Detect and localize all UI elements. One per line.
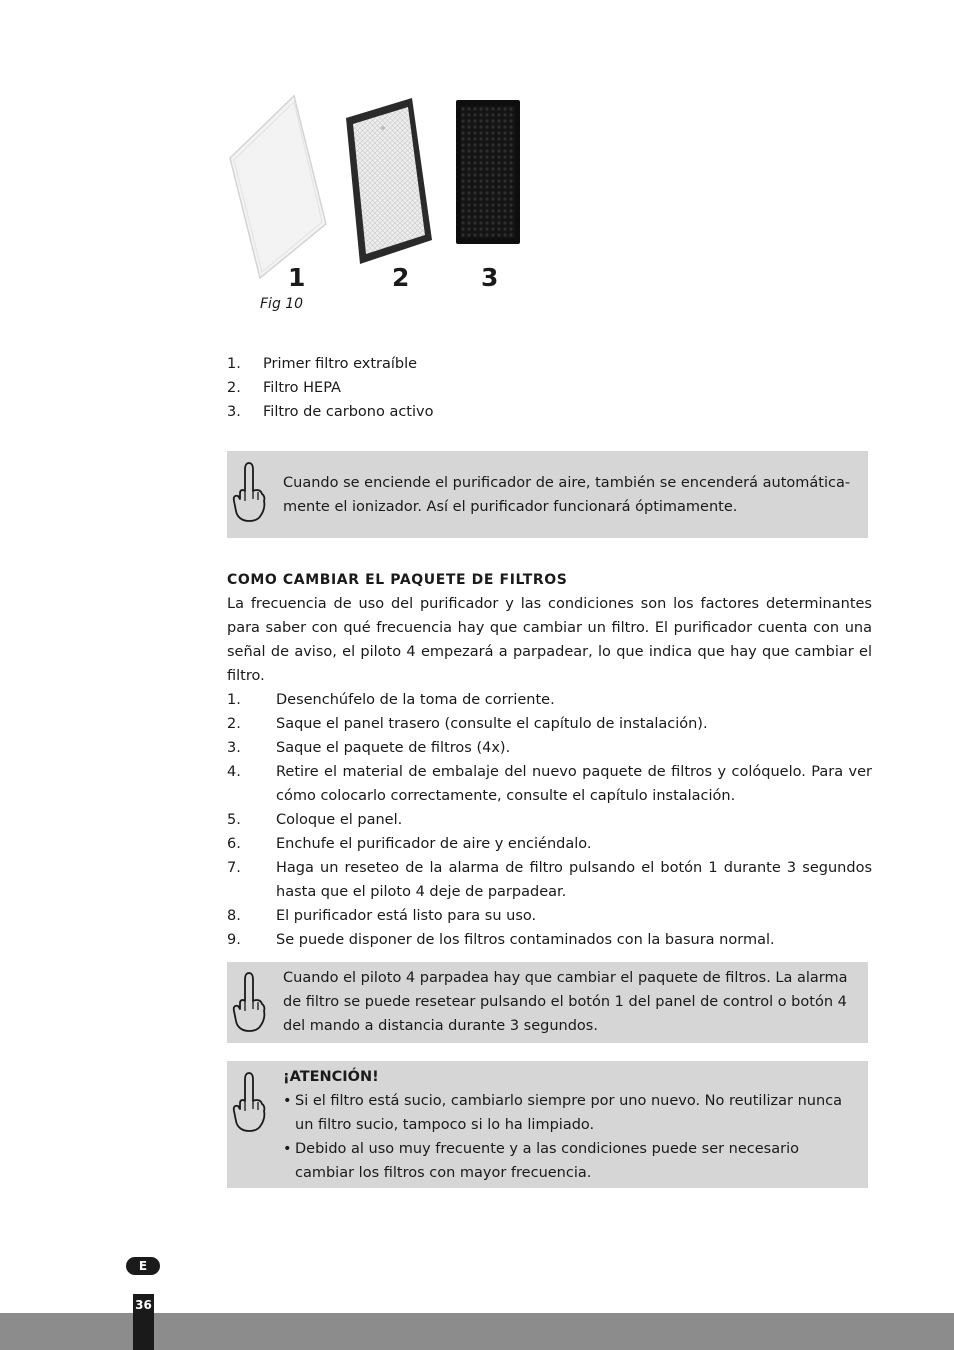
figure-caption: Fig 10: [260, 296, 304, 312]
page-number: 36: [135, 1298, 152, 1312]
list-item: 1. Primer filtro extraíble: [227, 356, 418, 372]
section-paragraph: La frecuencia de uso del purificador y las condiciones son los factores determinantes para saber con qué frecuencia hay que cambiar un filtro. El purificador cuenta con una señal de aviso, el piloto 4 empezará a parpadear, lo que indica que hay que cambiar el filtro.: [227, 596, 872, 684]
list-item: 3. Filtro de carbono activo: [227, 404, 434, 420]
list-item: 6. Enchufe el purificador de aire y enciéndalo.: [227, 836, 592, 852]
list-item: 2. Saque el panel trasero (consulte el capítulo de instalación).: [227, 716, 708, 732]
pointing-hand-icon: [231, 971, 267, 1033]
list-item: 9. Se puede disponer de los filtros contaminados con la basura normal.: [227, 932, 775, 948]
list-item: • Si el filtro está sucio, cambiarlo siempre por uno nuevo. No reutilizar nunca un filtro sucio, tampoco si lo ha limpiado.: [283, 1089, 858, 1137]
note-text: Cuando se enciende el purificador de aire, también se encenderá automática-mente el ionizador. Así el purificador funcionará óptimamente.: [283, 475, 851, 515]
list-item: 3. Saque el paquete de filtros (4x).: [227, 740, 511, 756]
steps-list: [227, 688, 872, 952]
filters-illustration: [220, 88, 540, 288]
pointing-hand-icon: [231, 1071, 267, 1133]
list-item: 5. Coloque el panel.: [227, 812, 403, 828]
note-box-attention: [227, 1061, 868, 1188]
list-item: 1. Desenchúfelo de la toma de corriente.: [227, 692, 555, 708]
note-box-filter-alarm: [227, 962, 868, 1043]
pre-filter-image: [230, 96, 326, 278]
note-content: [283, 1065, 858, 1185]
language-badge: E: [126, 1257, 160, 1275]
list-item: • Debido al uso muy frecuente y a las condiciones puede ser necesario cambiar los filtros con mayor frecuencia.: [283, 1137, 858, 1185]
list-item: 7. Haga un reseteo de la alarma de filtro pulsando el botón 1 durante 3 segundos hasta que el piloto 4 deje de parpadear.: [227, 860, 872, 900]
note-box-ionizer: [227, 451, 868, 538]
filter-list: [227, 352, 433, 424]
filters-figure: [220, 88, 540, 292]
list-item: 8. El purificador está listo para su uso.: [227, 908, 537, 924]
figure-label-3: 3: [481, 263, 499, 292]
list-item: 2. Filtro HEPA: [227, 380, 341, 396]
list-item: 4. Retire el material de embalaje del nuevo paquete de filtros y colóquelo. Para ver cómo colocarlo correctamente, consulte el capítulo instalación.: [227, 764, 872, 804]
section-heading: COMO CAMBIAR EL PAQUETE DE FILTROS: [227, 572, 568, 588]
figure-label-2: 2: [392, 263, 410, 292]
note-bullets: [283, 1089, 858, 1185]
note-title: ¡ATENCIÓN!: [283, 1069, 379, 1085]
note-text: Cuando el piloto 4 parpadea hay que cambiar el paquete de filtros. La alarma de filtro se puede resetear pulsando el botón 1 del panel de control o botón 4 del mando a distancia durante 3 segundos.: [283, 970, 848, 1034]
pointing-hand-icon: [231, 461, 267, 523]
figure-label-1: 1: [288, 263, 306, 292]
